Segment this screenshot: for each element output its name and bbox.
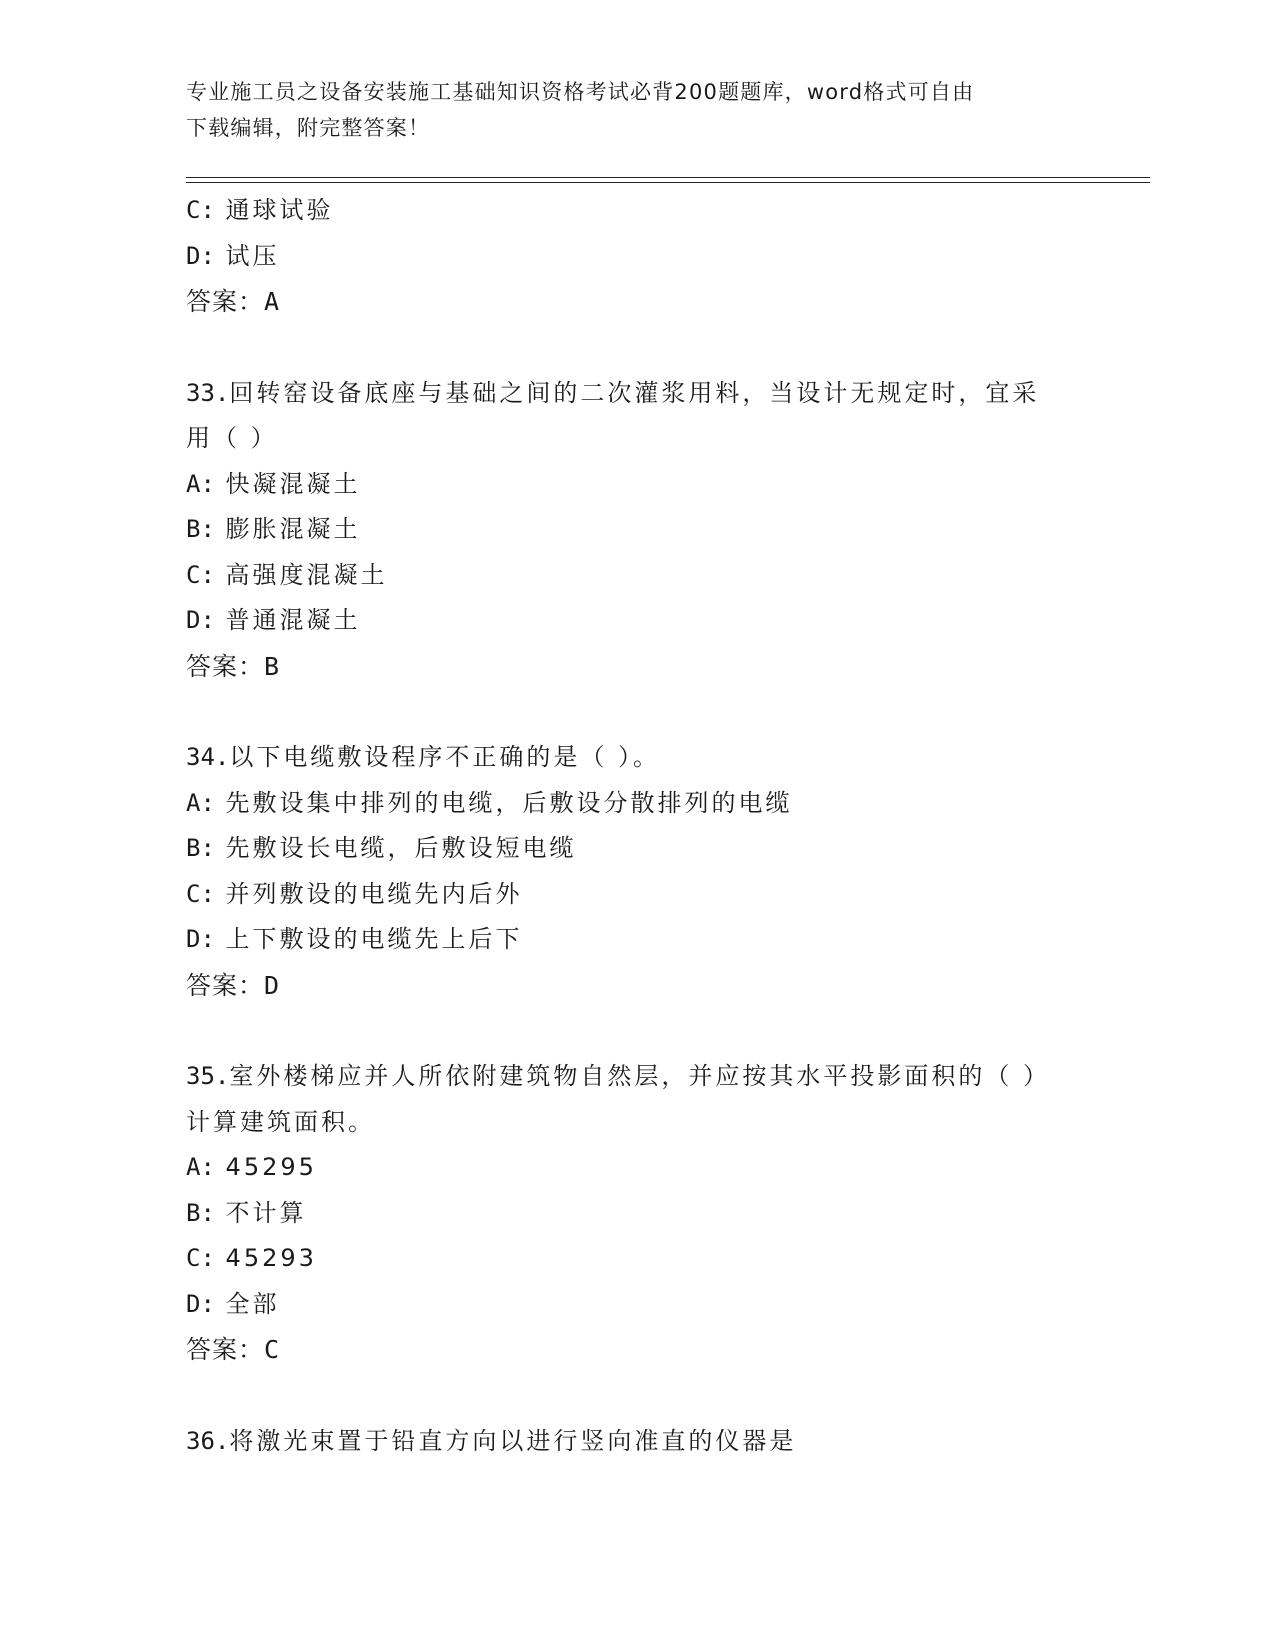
answer-label: 答案： [186,287,265,316]
answer-line [186,963,1086,1009]
header-divider-bottom [186,182,1150,183]
option-letter: D: [186,241,215,270]
spacer [186,325,1086,371]
option-text: 45293 [225,1244,317,1272]
option-text: 先敷设集中排列的电缆，后敷设分散排列的电缆 [225,788,793,817]
option-d [186,598,1086,644]
question-stem [186,1054,1066,1145]
option-letter: A: [186,469,215,498]
question-stem [186,735,1066,781]
option-text: 上下敷设的电缆先上后下 [225,925,523,953]
question-text: 回转窑设备底座与基础之间的二次灌浆用料，当设计无规定时，宜采用（ ） [186,378,1040,452]
option-c [186,188,1086,234]
spacer [186,689,1086,735]
header-divider-top [186,177,1150,178]
question-number: 35. [186,1062,230,1090]
option-d [186,917,1086,963]
option-letter: B: [186,834,215,862]
question-number: 34. [186,743,230,771]
answer-line [186,1327,1086,1373]
option-text: 膨胀混凝土 [225,515,361,543]
answer-label: 答案： [186,970,265,1000]
question-text: 将激光束置于铅直方向以进行竖向准直的仪器是 [229,1426,797,1455]
answer-value: A [264,287,281,316]
option-a [186,1145,1086,1191]
option-text: 试压 [225,241,280,270]
option-letter: B: [186,515,215,543]
header-title-line-2: 下载编辑，附完整答案！ [186,116,431,140]
option-letter: B: [186,1198,215,1227]
option-c [186,553,1086,599]
option-text: 全部 [225,1289,280,1318]
option-text: 通球试验 [225,196,334,224]
question-content [186,188,1086,1464]
question-stem [186,371,1066,462]
option-letter: C: [186,560,215,589]
answer-line [186,279,1086,325]
question-33 [186,371,1086,690]
option-text: 快凝混凝土 [225,469,361,498]
option-a [186,462,1086,508]
option-letter: C: [186,1244,215,1272]
option-c [186,1236,1086,1282]
spacer [186,1008,1086,1054]
option-d [186,1282,1086,1328]
option-b [186,1191,1086,1237]
previous-question [186,188,1086,325]
option-letter: A: [186,1153,215,1181]
question-35 [186,1054,1086,1373]
option-letter: A: [186,788,215,817]
question-text: 室外楼梯应并人所依附建筑物自然层，并应按其水平投影面积的（ ）计算建筑面积。 [186,1062,1050,1136]
option-text: 45295 [225,1153,317,1181]
option-letter: D: [186,925,215,953]
option-text: 普通混凝土 [225,606,361,634]
option-letter: C: [186,196,215,224]
option-text: 高强度混凝土 [225,560,388,589]
option-text: 先敷设长电缆，后敷设短电缆 [225,834,577,862]
question-text: 以下电缆敷设程序不正确的是（ ）。 [229,743,660,771]
answer-label: 答案： [186,651,265,681]
answer-value: C [264,1335,281,1364]
option-b [186,826,1086,872]
document-header [186,74,1066,146]
question-number: 36. [186,1426,230,1455]
answer-line [186,644,1086,690]
question-number: 33. [186,378,230,407]
option-text: 并列敷设的电缆先内后外 [225,879,523,908]
answer-label: 答案： [186,1335,265,1364]
header-title-line-1: 专业施工员之设备安装施工基础知识资格考试必背200题题库，word格式可自由 [186,80,975,104]
spacer [186,1373,1086,1419]
option-letter: D: [186,606,215,634]
question-34 [186,735,1086,1008]
option-letter: C: [186,879,215,908]
question-36 [186,1419,1086,1465]
option-b [186,507,1086,553]
answer-value: D [264,970,281,1000]
answer-value: B [264,651,281,681]
option-a [186,781,1086,827]
option-c [186,872,1086,918]
option-d [186,234,1086,280]
option-text: 不计算 [225,1198,307,1227]
question-stem [186,1419,1066,1465]
option-letter: D: [186,1289,215,1318]
